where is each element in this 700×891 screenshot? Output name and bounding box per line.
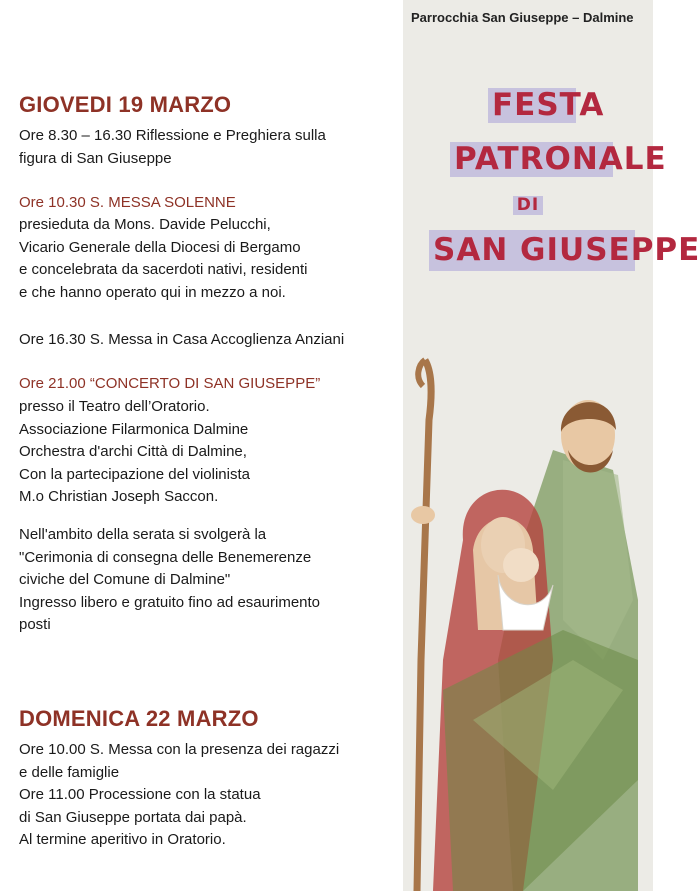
thursday-heading: GIOVEDI 19 MARZO xyxy=(19,92,232,117)
title-patronale: PATRONALE xyxy=(450,142,613,177)
holy-family-illustration xyxy=(403,360,653,891)
text-line: Ore 16.30 S. Messa in Casa Accoglienza Anziani xyxy=(19,331,345,348)
text-line: presso il Teatro dell’Oratorio. xyxy=(19,398,210,415)
parish-name: Parrocchia San Giuseppe – Dalmine xyxy=(411,10,634,25)
text-line: Nell'ambito della serata si svolgerà la xyxy=(19,526,267,543)
concert-title: Ore 21.00 “CONCERTO DI SAN GIUSEPPE” xyxy=(19,375,321,392)
title-festa: FESTA xyxy=(488,88,576,123)
concert-text xyxy=(19,396,404,509)
text-line: Associazione Filarmonica Dalmine xyxy=(19,420,249,438)
text-line: e delle famiglie xyxy=(19,763,120,781)
sunday-heading: DOMENICA 22 MARZO xyxy=(19,706,259,731)
sunday-text xyxy=(19,739,404,852)
text-line: presieduta da Mons. Davide Pelucchi, xyxy=(19,216,271,233)
solemn-mass-text xyxy=(19,214,404,304)
text-line: civiche del Comune di Dalmine" xyxy=(19,571,231,588)
text-line: figura di San Giuseppe xyxy=(19,149,172,167)
title-san-giuseppe: SAN GIUSEPPE xyxy=(429,230,635,271)
text-line: di San Giuseppe portata dai papà. xyxy=(19,808,247,826)
title-di: DI xyxy=(513,196,543,215)
ceremony-text xyxy=(19,524,404,637)
solemn-mass-title: Ore 10.30 S. MESSA SOLENNE xyxy=(19,194,236,211)
text-line: Ingresso libero e gratuito fino ad esaurimento xyxy=(19,593,321,611)
text-line: Vicario Generale della Diocesi di Bergamo xyxy=(19,238,301,256)
text-line: Con la partecipazione del violinista xyxy=(19,465,250,483)
text-line: Ore 8.30 – 16.30 Riflessione e Preghiera sulla xyxy=(19,127,326,144)
text-line: e concelebrata da sacerdoti nativi, residenti xyxy=(19,261,308,278)
thursday-prayer-text xyxy=(19,125,404,170)
text-line: "Cerimonia di consegna delle Benemerenze xyxy=(19,548,312,566)
elderly-mass-text xyxy=(19,329,404,352)
text-line: Ore 11.00 Processione con la statua xyxy=(19,786,261,803)
text-line: posti xyxy=(19,616,51,633)
text-line: e che hanno operato qui in mezzo a noi. xyxy=(19,283,286,301)
poster-column xyxy=(403,0,700,891)
text-line: Al termine aperitivo in Oratorio. xyxy=(19,831,226,848)
text-line: M.o Christian Joseph Saccon. xyxy=(19,488,219,505)
text-line: Ore 10.00 S. Messa con la presenza dei ragazzi xyxy=(19,741,340,758)
text-line: Orchestra d'archi Città di Dalmine, xyxy=(19,443,247,460)
